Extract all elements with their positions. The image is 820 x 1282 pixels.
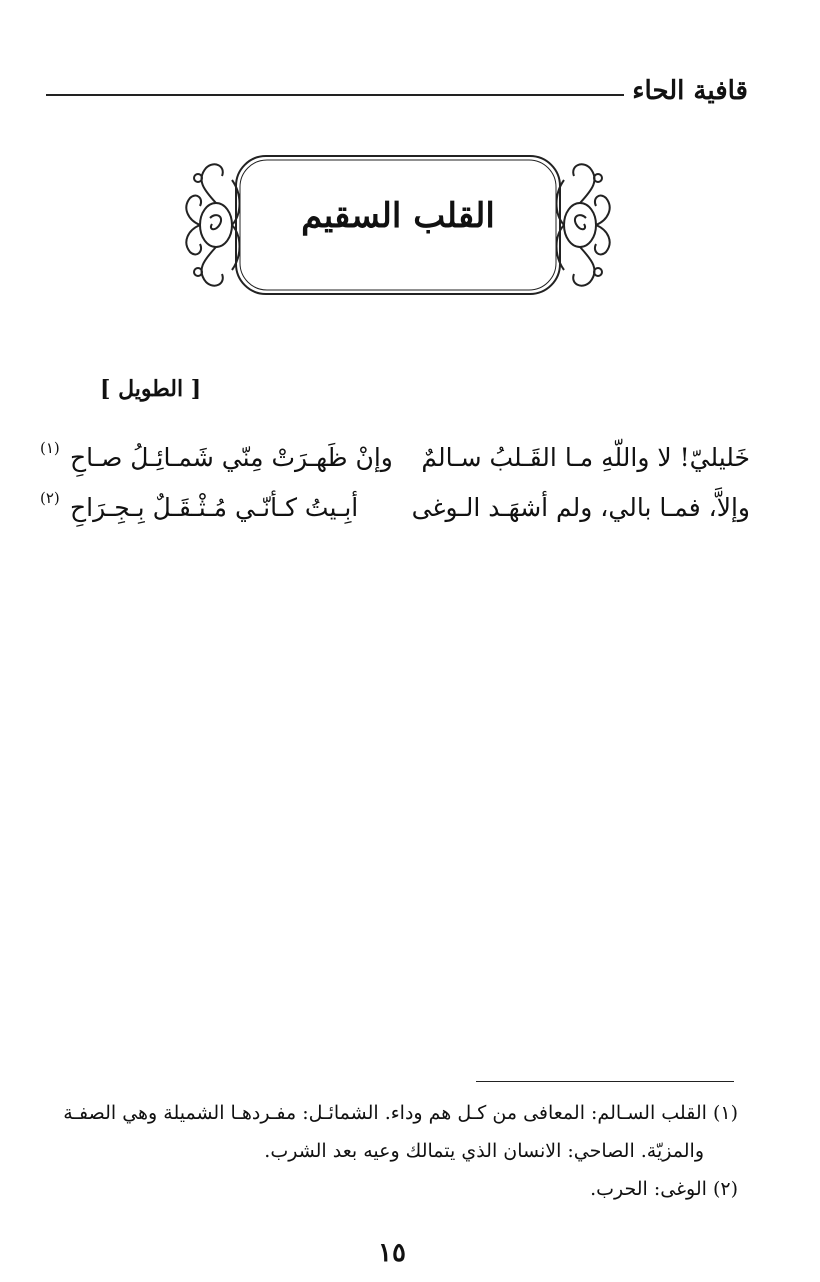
poetic-meter-label: [ الطويل ] — [100, 376, 202, 402]
first-hemistich: وإلاَّ، فمـا بالي، ولم أشهَـد الـوغى — [411, 493, 750, 522]
footnotes — [38, 1104, 738, 1218]
footnote-marker: (١) — [40, 439, 60, 457]
second-hemistich: أبِـيتُ كـأنّـي مُـثْـقَـلٌ بِـجِـرَاحِ — [70, 493, 359, 522]
header-rule — [46, 94, 624, 96]
second-hemistich: وإنْ ظَهـرَتْ مِنّي شَمـائِـلُ صـاحِ — [70, 443, 393, 472]
footnote-line: والمزيّة. الصاحي: الانسان الذي يتمالك وعيه بعد الشرب. — [264, 1142, 704, 1162]
running-header: قافية الحاء — [632, 76, 748, 106]
poem-title: القلب السقيم — [301, 196, 495, 236]
footnote-line: (٢) الوغى: الحرب. — [590, 1180, 738, 1200]
verse-line — [40, 489, 750, 533]
page-number: ١٥ — [378, 1238, 406, 1268]
first-hemistich: خَليليّ! لا واللّهِ مـا القَـلبُ سـالمٌ — [421, 443, 750, 472]
verse-line — [40, 439, 750, 483]
footnote-line: (١) القلب السـالم: المعافى من كـل هم وداء. الشمائـل: مفـردهـا الشميلة وهي الصفـة — [63, 1104, 738, 1124]
footnote-separator — [476, 1081, 734, 1082]
ornamental-title-frame — [176, 150, 620, 300]
footnote-marker: (٢) — [40, 489, 60, 507]
